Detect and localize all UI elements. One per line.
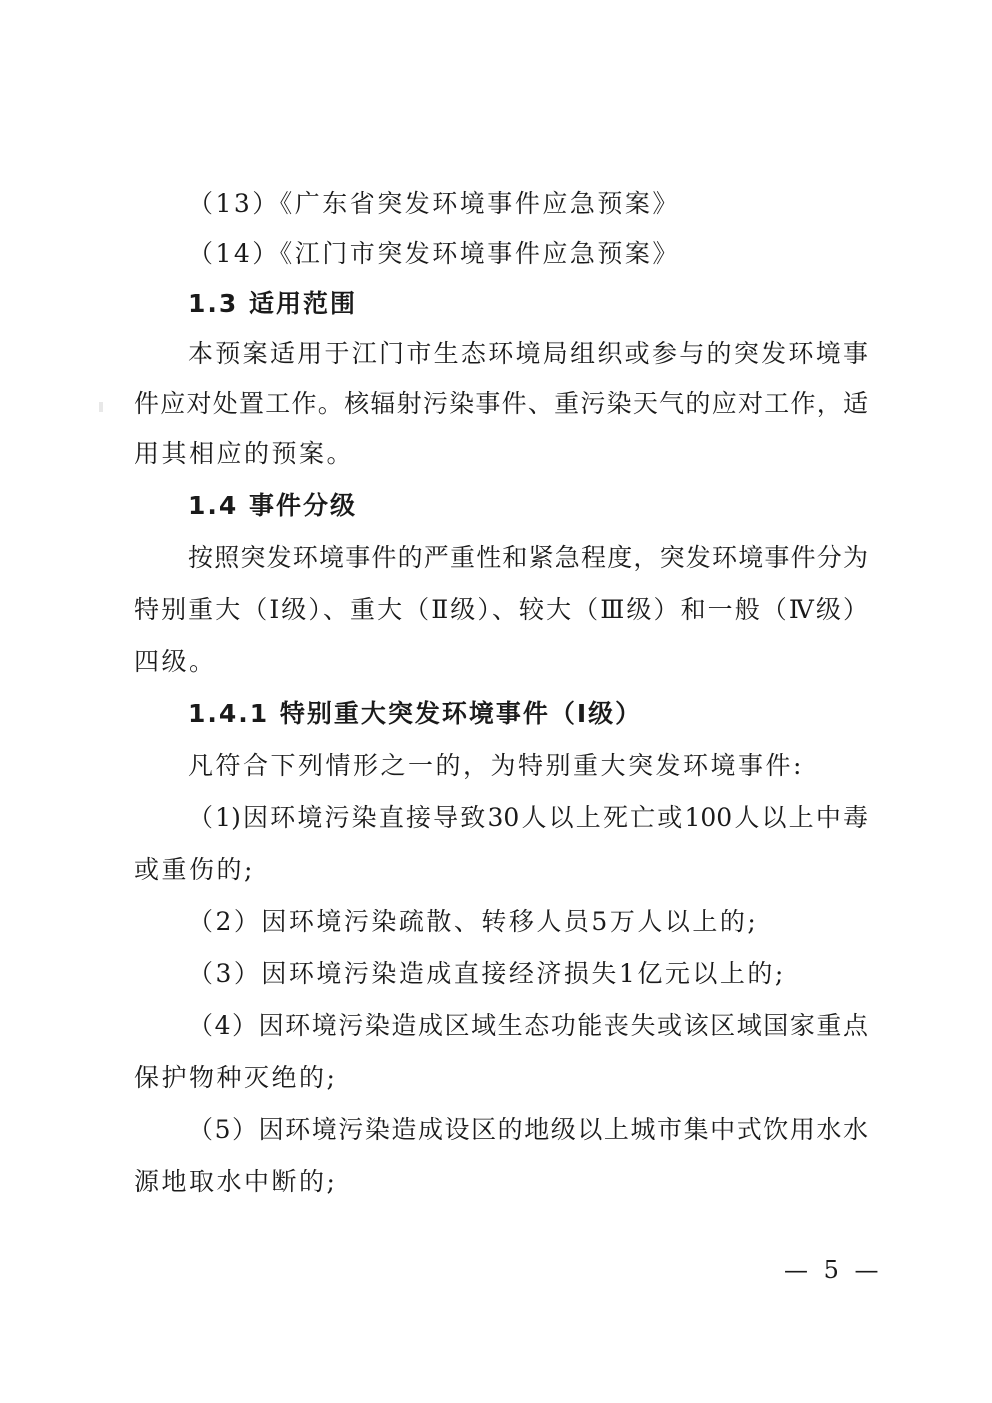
section-heading-1-4: 1.4 事件分级: [188, 491, 357, 520]
reference-item-13: （13）《广东省突发环境事件应急预案》: [188, 189, 680, 218]
scan-mark: [99, 402, 103, 412]
page-number: — 5 —: [784, 1256, 883, 1284]
paragraph-line: 件应对处置工作。核辐射污染事件、重污染天气的应对工作，适: [134, 389, 868, 418]
paragraph-line: 按照突发环境事件的严重性和紧急程度，突发环境事件分为: [188, 543, 868, 572]
criteria-item-1-continued: 或重伤的;: [134, 855, 255, 884]
section-heading-1-3: 1.3 适用范围: [188, 289, 357, 318]
paragraph-line: 本预案适用于江门市生态环境局组织或参与的突发环境事: [188, 339, 868, 368]
reference-item-14: （14）《江门市突发环境事件应急预案》: [188, 239, 680, 268]
paragraph-line: 特别重大（Ⅰ级）、重大（Ⅱ级）、较大（Ⅲ级）和一般（Ⅳ级）: [134, 595, 868, 624]
paragraph-line: 四级。: [134, 647, 217, 676]
section-heading-1-4-1: 1.4.1 特别重大突发环境事件（Ⅰ级）: [188, 699, 643, 728]
paragraph-line: 凡符合下列情形之一的，为特别重大突发环境事件:: [188, 751, 804, 780]
criteria-item-4-continued: 保护物种灭绝的;: [134, 1063, 338, 1092]
criteria-item-1: （1)因环境污染直接导致30人以上死亡或100人以上中毒: [188, 803, 868, 832]
paragraph-line: 用其相应的预案。: [134, 439, 355, 468]
criteria-item-5-continued: 源地取水中断的;: [134, 1167, 338, 1196]
criteria-item-3: （3）因环境污染造成直接经济损失1亿元以上的;: [188, 959, 786, 988]
criteria-item-4: （4）因环境污染造成区域生态功能丧失或该区域国家重点: [188, 1011, 868, 1040]
criteria-item-2: （2）因环境污染疏散、转移人员5万人以上的;: [188, 907, 759, 936]
criteria-item-5: （5）因环境污染造成设区的地级以上城市集中式饮用水水: [188, 1115, 868, 1144]
